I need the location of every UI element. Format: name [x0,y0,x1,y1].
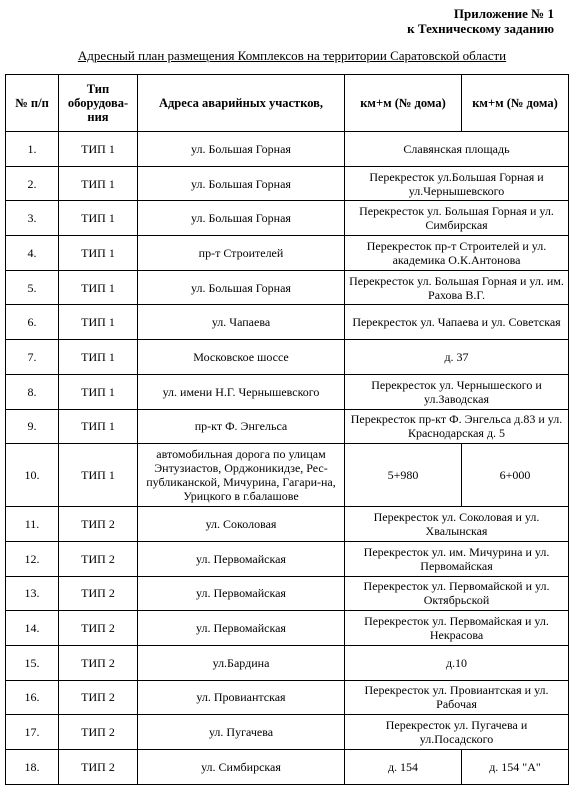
table-row [6,409,569,444]
table-row [6,270,569,305]
document-title: Адресный план размещения Комплексов на территории Саратовской области [77,48,507,63]
equipment-type-cell: ТИП 2 [59,541,138,576]
column-header-km1: км+м (№ дома) [345,75,462,132]
row-number-cell: 6. [6,305,59,340]
table-row [6,680,569,715]
address-cell: автомобильная дорога по улицам Энтузиастов, Орджоникидзе, Рес-публиканской, Мичурина, Гагари-на, Урицкого в г.балашове [138,444,345,507]
column-header-address: Адреса аварийных участков, [138,75,345,132]
km-cell-end: д. 154 "А" [462,750,569,785]
row-number-cell: 10. [6,444,59,507]
table-row [6,201,569,236]
address-cell: ул. Пугачева [138,715,345,750]
location-cell: Перекресток ул. Чернышеского и ул.Заводская [345,374,569,409]
equipment-type-cell: ТИП 1 [59,166,138,201]
row-number-cell: 7. [6,340,59,375]
table-row [6,576,569,611]
address-cell: ул. Первомайская [138,611,345,646]
row-number-cell: 1. [6,132,59,167]
equipment-type-cell: ТИП 2 [59,507,138,542]
location-cell: Перекресток ул. им. Мичурина и ул. Первомайская [345,541,569,576]
equipment-type-cell: ТИП 1 [59,409,138,444]
location-cell: Перекресток пр-т Строителей и ул. академика О.К.Антонова [345,236,569,271]
location-cell: Перекресток ул. Большая Горная и ул. Симбирская [345,201,569,236]
table-row [6,236,569,271]
address-cell: пр-т Строителей [138,236,345,271]
address-cell: ул. Большая Горная [138,132,345,167]
address-cell: ул. Большая Горная [138,270,345,305]
appendix-label: Приложение № 1 [453,6,554,21]
equipment-type-cell: ТИП 2 [59,645,138,680]
location-cell: Перекресток ул. Первомайская и ул. Некрасова [345,611,569,646]
column-header-km2: км+м (№ дома) [462,75,569,132]
equipment-type-cell: ТИП 1 [59,270,138,305]
row-number-cell: 14. [6,611,59,646]
address-cell: ул. Большая Горная [138,166,345,201]
address-cell: ул. Симбирская [138,750,345,785]
address-cell: ул. Провиантская [138,680,345,715]
table-row [6,166,569,201]
row-number-cell: 5. [6,270,59,305]
table-row [6,340,569,375]
equipment-type-cell: ТИП 2 [59,715,138,750]
table-row [6,444,569,507]
row-number-cell: 4. [6,236,59,271]
column-header-type: Тип оборудова-ния [59,75,138,132]
location-cell: Славянская площадь [345,132,569,167]
row-number-cell: 18. [6,750,59,785]
row-number-cell: 17. [6,715,59,750]
location-cell: Перекресток пр-кт Ф. Энгельса д.83 и ул. Краснодарская д. 5 [345,409,569,444]
location-cell: Перекресток ул. Пугачева и ул.Посадского [345,715,569,750]
table-row [6,715,569,750]
equipment-type-cell: ТИП 2 [59,750,138,785]
table-body [6,132,569,785]
equipment-type-cell: ТИП 1 [59,236,138,271]
table-row [6,611,569,646]
location-cell: Перекресток ул. Провиантская и ул. Рабочая [345,680,569,715]
equipment-type-cell: ТИП 1 [59,305,138,340]
table-row [6,541,569,576]
row-number-cell: 3. [6,201,59,236]
equipment-type-cell: ТИП 2 [59,611,138,646]
table-row [6,132,569,167]
address-plan-table [5,74,569,785]
km-cell-start: д. 154 [345,750,462,785]
km-cell-end: 6+000 [462,444,569,507]
location-cell: Перекресток ул. Чапаева и ул. Советская [345,305,569,340]
row-number-cell: 13. [6,576,59,611]
address-cell: пр-кт Ф. Энгельса [138,409,345,444]
equipment-type-cell: ТИП 1 [59,201,138,236]
address-cell: Московское шоссе [138,340,345,375]
location-cell: Перекресток ул. Первомайской и ул. Октябрьской [345,576,569,611]
table-row [6,374,569,409]
table-row [6,305,569,340]
appendix-reference: к Техническому заданию [407,21,554,36]
address-cell: ул.Бардина [138,645,345,680]
equipment-type-cell: ТИП 2 [59,680,138,715]
address-cell: ул. Первомайская [138,541,345,576]
row-number-cell: 8. [6,374,59,409]
location-cell: Перекресток ул.Большая Горная и ул.Чернышевского [345,166,569,201]
equipment-type-cell: ТИП 1 [59,340,138,375]
row-number-cell: 15. [6,645,59,680]
row-number-cell: 11. [6,507,59,542]
address-cell: ул. Первомайская [138,576,345,611]
table-row [6,507,569,542]
location-cell: д. 37 [345,340,569,375]
location-cell: Перекресток ул. Соколовая и ул. Хвалынская [345,507,569,542]
table-header-row [6,75,569,132]
equipment-type-cell: ТИП 1 [59,132,138,167]
row-number-cell: 16. [6,680,59,715]
row-number-cell: 2. [6,166,59,201]
address-cell: ул. имени Н.Г. Чернышевского [138,374,345,409]
km-cell-start: 5+980 [345,444,462,507]
equipment-type-cell: ТИП 1 [59,444,138,507]
location-cell: Перекресток ул. Большая Горная и ул. им. Рахова В.Г. [345,270,569,305]
table-row [6,645,569,680]
address-cell: ул. Чапаева [138,305,345,340]
row-number-cell: 12. [6,541,59,576]
row-number-cell: 9. [6,409,59,444]
table-row [6,750,569,785]
equipment-type-cell: ТИП 2 [59,576,138,611]
address-cell: ул. Соколовая [138,507,345,542]
address-cell: ул. Большая Горная [138,201,345,236]
location-cell: д.10 [345,645,569,680]
column-header-num: № п/п [6,75,59,132]
equipment-type-cell: ТИП 1 [59,374,138,409]
document-header [407,6,554,36]
